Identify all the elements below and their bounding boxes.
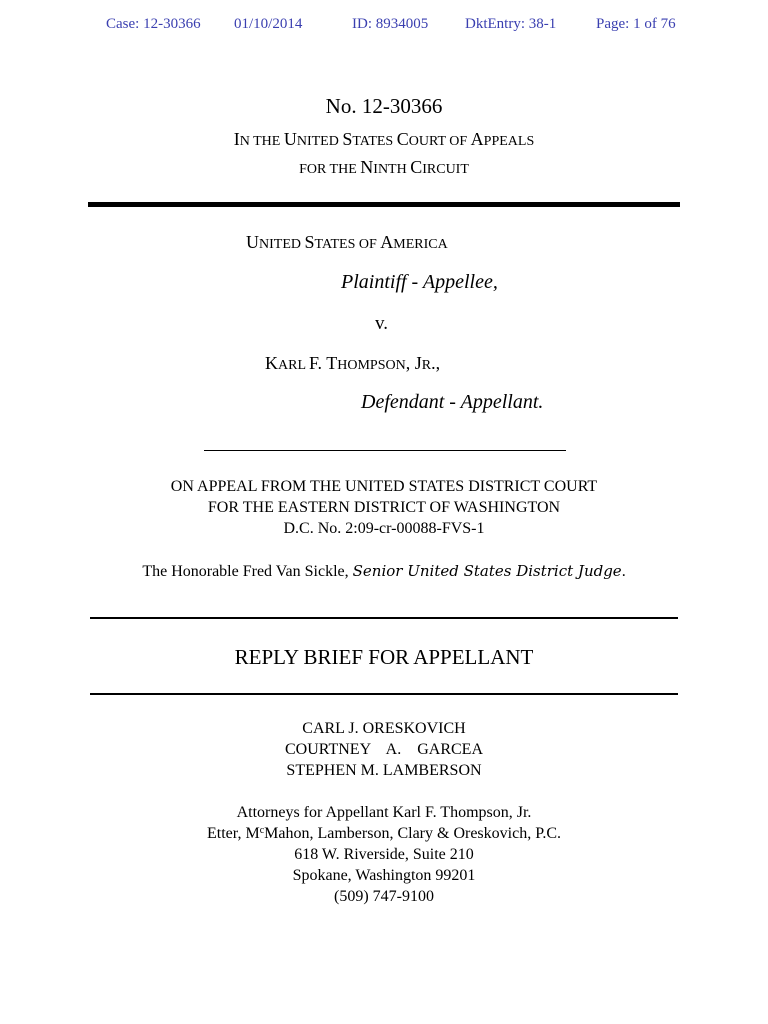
plaintiff-name	[246, 232, 448, 253]
header-dkt-entry: DktEntry: 38-1	[465, 16, 557, 32]
judge-title: Senior United States District Judge	[352, 562, 622, 580]
docket-number: D.C. No. 2:09-cr-00088-FVS-1	[283, 520, 485, 537]
divider-thick	[88, 202, 680, 207]
court-name-line1	[0, 129, 768, 150]
sc-rest: N THE	[239, 134, 284, 149]
sc-cap: U	[283, 129, 297, 149]
sc-rest: OURT OF	[408, 134, 471, 149]
court-name-line2	[0, 157, 768, 178]
header-date: 01/10/2014	[234, 16, 303, 32]
address-city: Spokane, Washington 99201	[292, 867, 476, 884]
sc-cap: U	[246, 232, 259, 252]
sc-cap: .,	[431, 353, 441, 373]
firm-post: Mahon, Lamberson, Clary & Oreskovich, P.C.	[264, 825, 561, 842]
plaintiff-role: Plaintiff - Appellee,	[341, 271, 498, 293]
sc-cap: N	[360, 157, 374, 177]
sc-cap: S	[342, 129, 353, 149]
divider-title-bottom	[90, 693, 678, 695]
judge-name: The Honorable Fred Van Sickle,	[142, 563, 353, 580]
address-street: 618 W. Riverside, Suite 210	[294, 846, 474, 863]
firm-pre: Etter, M	[207, 825, 260, 842]
sc-cap: , J	[405, 353, 422, 373]
document-title: REPLY BRIEF FOR APPELLANT	[234, 645, 534, 669]
attorney-name: STEPHEN M. LAMBERSON	[286, 762, 482, 779]
sc-rest: MERICA	[393, 237, 448, 252]
attorney-name: COURTNEY A. GARCEA	[284, 741, 483, 758]
firm-sup: c	[259, 825, 265, 836]
phone-number: (509) 747-9100	[334, 888, 434, 905]
divider-title-top	[90, 617, 678, 619]
sc-rest: IRCUIT	[422, 162, 469, 177]
sc-rest: NITED	[296, 134, 343, 149]
defendant-name	[265, 353, 440, 374]
sc-rest: NITED	[259, 237, 305, 252]
attorney-name: CARL J. ORESKOVICH	[302, 720, 466, 737]
appeal-line2: FOR THE EASTERN DISTRICT OF WASHINGTON	[207, 499, 561, 516]
sc-cap: C	[396, 129, 409, 149]
sc-rest: INTH	[373, 162, 411, 177]
judge-line	[0, 562, 768, 581]
sc-cap: F. T	[308, 353, 338, 373]
attorneys-for-line: Attorneys for Appellant Karl F. Thompson, Jr.	[236, 804, 532, 821]
versus: v.	[375, 313, 389, 334]
law-firm	[0, 825, 768, 843]
sc-rest: PPEALS	[483, 134, 535, 149]
sc-cap: C	[410, 157, 423, 177]
header-page-count: Page: 1 of 76	[596, 16, 676, 32]
defendant-role: Defendant - Appellant.	[361, 391, 544, 413]
sc-rest: HOMPSON	[337, 358, 406, 373]
divider-thin	[204, 450, 566, 451]
sc-cap: S	[304, 232, 315, 252]
sc-rest: R	[421, 358, 432, 373]
judge-period: .	[621, 563, 626, 580]
sc-rest: ARL	[278, 358, 309, 373]
sc-cap: I	[233, 129, 240, 149]
header-id: ID: 8934005	[352, 16, 429, 32]
appeal-line1: ON APPEAL FROM THE UNITED STATES DISTRICT COURT	[170, 478, 598, 495]
sc-cap: K	[265, 353, 278, 373]
sc-rest: FOR THE	[299, 162, 361, 177]
sc-rest: TATES	[352, 134, 397, 149]
sc-rest: TATES OF	[314, 237, 381, 252]
case-number: No. 12-30366	[325, 94, 443, 118]
sc-cap: A	[470, 129, 484, 149]
sc-cap: A	[380, 232, 394, 252]
header-case: Case: 12-30366	[106, 16, 201, 32]
